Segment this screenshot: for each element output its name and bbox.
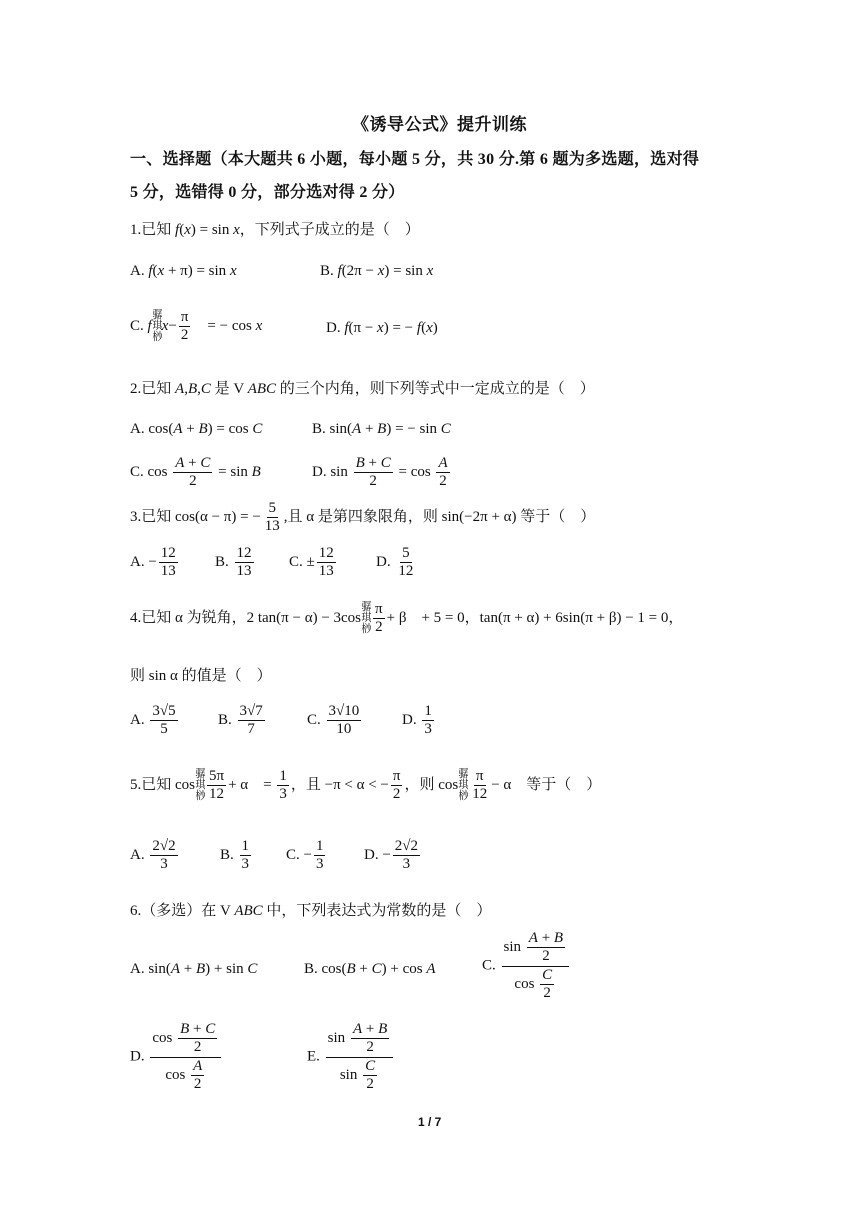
question-4-option-d: D. $\frac{1}{3}$ — [402, 703, 432, 738]
question-4-stem-cont: 则 sin α 的值是（ ） — [130, 668, 272, 684]
document-title: 《诱导公式》提升训练 — [352, 115, 527, 134]
page-number: 1 / 7 — [418, 1115, 442, 1129]
question-4-option-b: B. $\frac{3√7}{7}$ — [218, 703, 263, 738]
question-6-option-e: E. sin $\frac{A + B}{2}$ sin $\frac{C}{2}$ — [307, 1021, 395, 1093]
question-5-option-a: A. $\frac{2√2}{3}$ — [130, 838, 176, 873]
question-2-option-a: A. cos(A + B) = cos C — [130, 421, 263, 437]
question-4-option-c: C. $\frac{3√10}{10}$ — [307, 703, 360, 738]
question-6-stem: 6.（多选）在 V ABC 中，下列表达式为常数的是（ ） — [130, 903, 492, 919]
question-5-option-c: C. − $\frac{1}{3}$ — [286, 838, 324, 873]
question-6-option-d: D. cos $\frac{B + C}{2}$ cos $\frac{A}{2}$ — [130, 1021, 223, 1093]
question-2-option-c: C. cos $\frac{A + C}{2}$ = sin B — [130, 455, 261, 490]
question-4-option-a: A. $\frac{3√5}{5}$ — [130, 703, 176, 738]
question-3-option-b: B. $\frac{12}{13}$ — [215, 545, 252, 580]
question-1-option-a: A. f(x + π) = sin x — [130, 263, 237, 279]
question-6-option-c: C. sin $\frac{A + B}{2}$ cos $\frac{C}{2}$ — [482, 930, 571, 1002]
question-3-option-c: C. ± $\frac{12}{13}$ — [289, 545, 334, 580]
question-4-stem: 4.已知 α 为锐角，2 tan(π − α) − 3cos骣琪桫 $\frac{\pi}{2}$ + β + 5 = 0，tan(π + α) + 6sin(π + β) − 1 = 0， — [130, 601, 684, 636]
question-6-option-a: A. sin(A + B) + sin C — [130, 961, 258, 977]
section-heading-line1: 一、选择题（本大题共 6 小题，每小题 5 分，共 30 分.第 6 题为多选题，选对得 — [130, 151, 700, 168]
question-1-stem: 1.已知 f(x) = sin x，下列式子成立的是（ ） — [130, 222, 420, 238]
question-3-stem: 3.已知 cos(α − π) = − $\frac{5}{13}$ ,且 α 是第四象限角，则 sin(−2π + α) 等于（ ） — [130, 500, 596, 535]
question-2-option-d: D. sin $\frac{B + C}{2}$ = cos $\frac{A}{2}$ — [312, 455, 448, 490]
question-5-stem: 5.已知 cos骣琪桫 $\frac{5\pi}{12}$ + α = $\frac{1}{3}$ ，且 −π < α < − $\frac{\pi}{2}$ ，则 cos骣琪桫 $\frac{\pi}{12}$ − α 等于（ ） — [130, 768, 602, 803]
question-2-stem: 2.已知 A,B,C 是 V ABC 的三个内角，则下列等式中一定成立的是（ ） — [130, 381, 595, 397]
question-1-option-c: C. f骣琪桫x− $\frac{\pi}{2}$ = − cos x — [130, 309, 263, 344]
question-1-option-d: D. f(π − x) = − f(x) — [326, 320, 438, 336]
question-5-option-b: B. $\frac{1}{3}$ — [220, 838, 250, 873]
section-heading-line2: 5 分，选错得 0 分，部分选对得 2 分） — [130, 184, 405, 201]
question-3-option-a: A. − $\frac{12}{13}$ — [130, 545, 176, 580]
question-1-option-b: B. f(2π − x) = sin x — [320, 263, 434, 279]
question-3-option-d: D. $\frac{5}{12}$ — [376, 545, 414, 580]
question-6-option-b: B. cos(B + C) + cos A — [304, 961, 436, 977]
question-2-option-b: B. sin(A + B) = − sin C — [312, 421, 451, 437]
question-5-option-d: D. − $\frac{2√2}{3}$ — [364, 838, 419, 873]
